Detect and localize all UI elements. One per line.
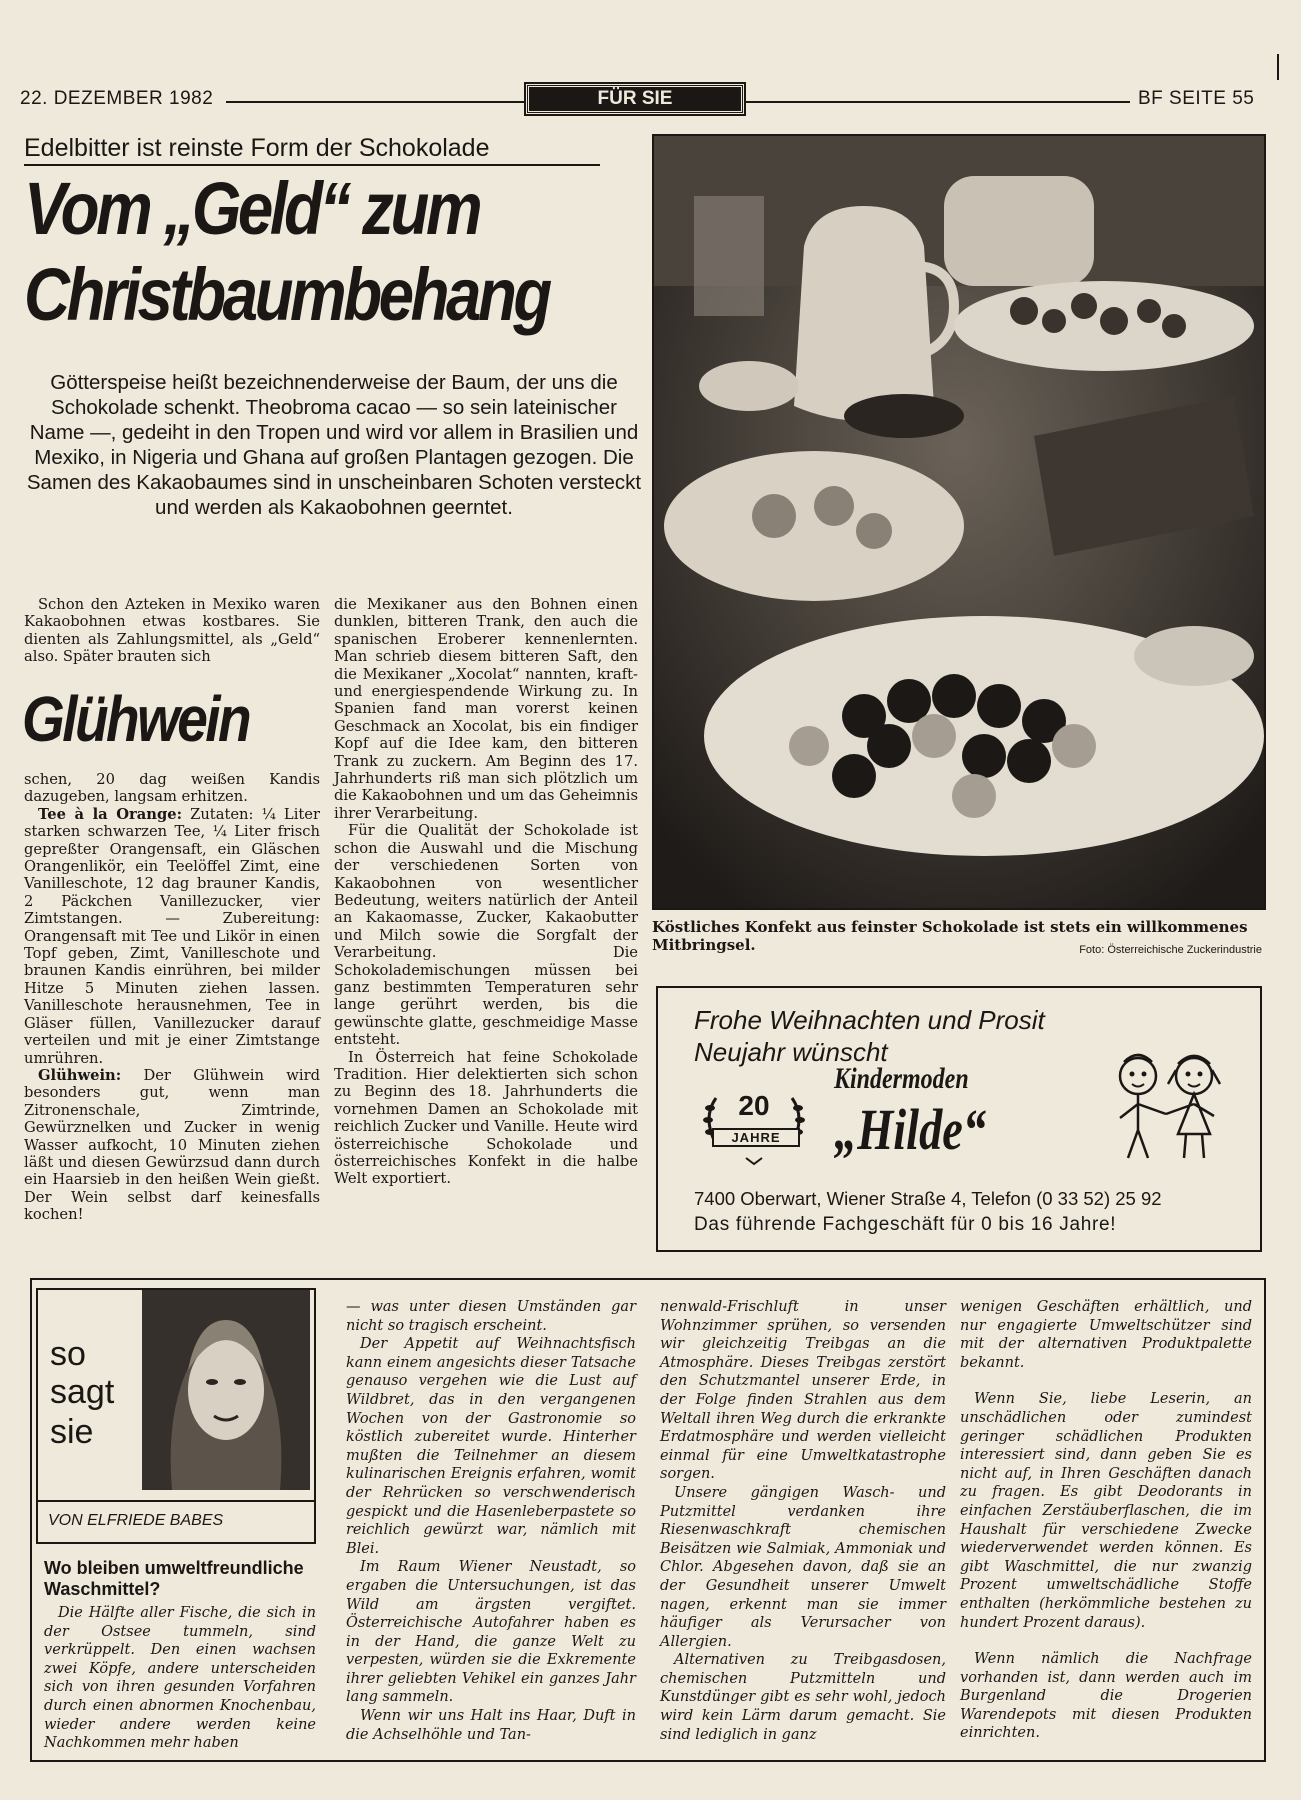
section-label-text: FÜR SIE xyxy=(597,88,673,109)
portrait-image xyxy=(142,1290,310,1490)
ad-greeting: Frohe Weihnachten und Prosit Neujahr wünscht xyxy=(694,1005,1045,1067)
header-page: BF SEITE 55 xyxy=(1138,88,1255,109)
column-text-3 xyxy=(660,1298,946,1744)
article-col2-paragraph-3: In Österreich hat feine Schokolade Tradition. Hier delektierten sich schon zu Beginn des 18. Jahrhunderts die vornehmen Damen an Schokolade mit reichlich Zucker und Vanille. Heute wird österreichische Schokolade und österreichisches Konfekt in die halbe Welt exportiert. xyxy=(334,1048,638,1188)
column-logo-line-2: sagt xyxy=(50,1373,115,1411)
section-label xyxy=(526,84,744,114)
brand-subtitle: Kindermoden xyxy=(834,1062,969,1095)
photo-credit: Foto: Österreichische Zuckerindustrie xyxy=(1079,944,1262,956)
chocolate-photo xyxy=(652,134,1266,910)
article-lead: Götterspeise heißt bezeichnenderweise der Baum, der uns die Schokolade schenkt. Theobroma cacao — so sein lateinischer Name —, gedeiht in den Tropen und wird vor allem in Brasilien und Mexiko, in Nigeria und Ghana auf großen Plantagen gezogen. Die Samen des Kakaobaumes sind in unscheinbaren Schoten versteckt und werden als Kakaobohnen geerntet. xyxy=(26,371,642,519)
column-text-4 xyxy=(960,1298,1252,1743)
column-logo-line-1: so xyxy=(50,1335,86,1373)
column-text-2-paragraph-1: — was unter diesen Umständen gar nicht so tragisch erscheint. xyxy=(346,1299,636,1334)
column-text-1-paragraph: Die Hälfte aller Fische, die sich in der Ostsee tummeln, sind verkrüppelt. Den einen wachsen zwei Köpfe, andere unterscheiden sich von ihren gesunden Vorfahren durch einen abnormen Knochenbau, wieder andere werden keine Nachkommen mehr haben xyxy=(44,1605,316,1752)
recipe-label-orange: Tee à la Orange: xyxy=(38,805,183,823)
column-text-1 xyxy=(44,1604,316,1753)
article-col2 xyxy=(334,596,638,1188)
column-text-4-paragraph-1: wenigen Geschäften erhältlich, und nur engagierte Umweltschützer sind mit der alternativen Produktpalette bekannt. xyxy=(960,1299,1252,1371)
recipe-label-gluehwein: Glühwein: xyxy=(38,1066,122,1084)
byline-rule xyxy=(38,1500,314,1502)
column-byline: VON ELFRIEDE BABES xyxy=(48,1512,224,1529)
article-col1-paragraph: Schon den Azteken in Mexiko waren Kakaobohnen etwas kostbares. Sie dienten als Zahlungsmittel, als „Geld“ also. Später brauten sich xyxy=(24,596,320,666)
column-text-4-paragraph-2: Wenn Sie, liebe Leserin, an unschädlichen oder zumindest geringer schädlichen Produkten interessiert sind, dann geben Sie es nicht auf, in Ihren Geschäften danach zu fragen. Es gibt Deodorants in einfachen Zerstäuberflaschen, die im Haushalt für verschiedene Zwecke wiederverwendet werden können. Es gibt Waschmittel, die nur zwanzig Prozent umweltschädliche Stoffe enthalten (herkömmliche bestehen zu hundert Prozent daraus). xyxy=(960,1391,1252,1631)
column-text-4-paragraph-3: Wenn nämlich die Nachfrage vorhanden ist, dann werden auch im Burgenland die Drogerien Warendepots mit diesen Produkten einrichten. xyxy=(960,1651,1252,1742)
recipe-text-orange: Zutaten: ¼ Liter starken schwarzen Tee, ¼ Liter frisch gepreßter Orangensaft, ein Gläschen Orangenlikör, ein Teelöffel Zimt, eine Vanilleschote, 12 dag brauner Kandis, 2 Päckchen Vanillezucker, vier Zimtstangen. — Zubereitung: Orangensaft mit Tee und Likör in einen Topf geben, Zimt, Vanilleschote und braunen Kandis einrühren, bei milder Hitze 5 Minuten ziehen lassen. Vanilleschote herausnehmen, Tee in Gläser füllen, Vanillezucker darauf verteilen und mit je einer Zimtstange umrühren. xyxy=(24,805,321,1067)
children-icon xyxy=(1098,1048,1238,1168)
gluehwein-text xyxy=(24,771,320,1224)
header-date: 22. DEZEMBER 1982 xyxy=(20,88,214,109)
chocolate-photo-image xyxy=(654,136,1264,908)
photo-caption-text: Köstliches Konfekt aus feinster Schokolade ist stets ein willkommenes Mitbringsel. xyxy=(652,918,1248,954)
header-rule-left xyxy=(226,101,526,103)
anniversary-badge xyxy=(694,1088,814,1168)
column-text-2-paragraph-4: Wenn wir uns Halt ins Haar, Duft in die Achselhöhle und Tan- xyxy=(346,1708,636,1743)
article-headline: Vom „Geld“ zum Christbaumbehang xyxy=(24,167,549,336)
header-rule-right xyxy=(744,101,1130,103)
gluehwein-title: Glühwein xyxy=(22,683,250,755)
column-text-3-paragraph-1: nenwald-Frischluft in unser Wohnzimmer sprühen, so versenden wir gleichzeitig Treibgas an die Atmosphäre. Dieses Treibgas zerstört den Schutzmantel unserer Erde, in der Folge finden Strahlen aus dem Weltall ihren Weg durch die erkrankte Erdatmosphäre und werden vielleicht einmal für eine Umweltkatastrophe sorgen. xyxy=(660,1299,946,1483)
margin-tick xyxy=(1277,54,1279,80)
gluehwein-paragraph-3 xyxy=(24,1067,320,1224)
column-title: Wo bleiben umweltfreundliche Waschmittel? xyxy=(44,1558,304,1599)
anniversary-label: JAHRE xyxy=(712,1128,800,1147)
ad-address: 7400 Oberwart, Wiener Straße 4, Telefon (0 33 52) 25 92 xyxy=(694,1188,1162,1209)
column-logo-line-3: sie xyxy=(50,1413,94,1451)
anniversary-number: 20 xyxy=(738,1090,770,1121)
column-header-box xyxy=(36,1288,316,1544)
column-text-2 xyxy=(346,1298,636,1744)
article-col2-paragraph-2: Für die Qualität der Schokolade ist schon die Auswahl und die Mischung der verschiedenen Sorten von Kakaobohnen von wesentlicher Bedeutung, weiters natürlich der Anteil an Kakaomasse, Zucker, Kakaobutter und Milch sowie die Sorgfalt der Verarbeitung. Die Schokolademischungen müssen bei ganz bestimmten Temperaturen sehr lange gerührt werden, bis die gewünschte glatte, geschmeidige Masse entsteht. xyxy=(334,822,638,1049)
gluehwein-paragraph-1: schen, 20 dag weißen Kandis dazugeben, langsam erhitzen. xyxy=(24,771,320,806)
author-portrait xyxy=(142,1290,310,1490)
column-text-2-paragraph-3: Im Raum Wiener Neustadt, so ergaben die Untersuchungen, ist das Wild am ärgsten vergiftet. Österreichische Autofahrer haben es in der Hand, die ganze Welt zu verpesten, würden sie die Exkremente ihrer geliebten Vehikel ein ganzes Jahr lang sammeln. xyxy=(346,1559,636,1706)
brand-name: „Hilde“ xyxy=(834,1097,987,1162)
column-text-3-paragraph-2: Unsere gängigen Wasch- und Putzmittel verdanken ihre Riesenwaschkraft chemischen Beisätzen wie Salmiak, Ammoniak und Chlor. Abgesehen davon, daß sie an der Gesundheit unserer Umwelt nagen, erkennt man sie immer häufiger als Verursacher von Allergien. xyxy=(660,1484,946,1650)
gluehwein-paragraph-2 xyxy=(24,806,320,1067)
article-kicker: Edelbitter ist reinste Form der Schokolade xyxy=(24,134,490,162)
ad-tagline: Das führende Fachgeschäft für 0 bis 16 Jahre! xyxy=(694,1214,1117,1235)
children-illustration xyxy=(1098,1048,1238,1168)
article-col2-paragraph-1: die Mexikaner aus den Bohnen einen dunklen, bitteren Trank, den auch die spanischen Eroberer kennenlernten. Man schrieb diesem bitteren Saft, den die Mexikaner „Xocolat“ nannten, kraft- und energiespendende Wirkung zu. In Spanien fand man vorerst keinen Geschmack an Xocolat, bis ein findiger Kopf auf die Idee kam, den bitteren Trank zu zuckern. Am Beginn des 17. Jahrhunderts riß man sich plötzlich um die Kakaobohnen und um das Geheimnis ihrer Verarbeitung. xyxy=(334,596,638,822)
column-text-3-paragraph-3: Alternativen zu Treibgasdosen, chemischen Putzmitteln und Kunstdünger gibt es sehr wohl, jedoch wird kein Lärm darum gemacht. Sie sind lediglich in ganz xyxy=(660,1652,946,1743)
column-text-2-paragraph-2: Der Appetit auf Weihnachtsfisch kann einem angesichts dieser Tatsache genauso vergehen wie die Lust auf Wildbret, das in den vergangenen Wochen von der Gastronomie so köstlich zubereitet wurde. Hinterher mußten die Teilnehmer an diesem kulinarischen Ereignis erfahren, womit der Rehrücken so verschwenderisch gespickt und die Hasenleberpastete so reichlich gewürzt war, nämlich mit Blei. xyxy=(346,1336,636,1557)
recipe-text-gluehwein: Der Glühwein wird besonders gut, wenn man Zitronenschale, Zimtrinde, Gewürznelken und Zucker in wenig Wasser aufkocht, 10 Minuten ziehen läßt und diesen Gewürzsud dann durch ein Haarsieb in den heißen Wein gießt. Der Wein selbst darf keinesfalls kochen! xyxy=(24,1066,320,1224)
advertisement-box xyxy=(656,986,1262,1252)
article-col1-top xyxy=(24,596,320,666)
